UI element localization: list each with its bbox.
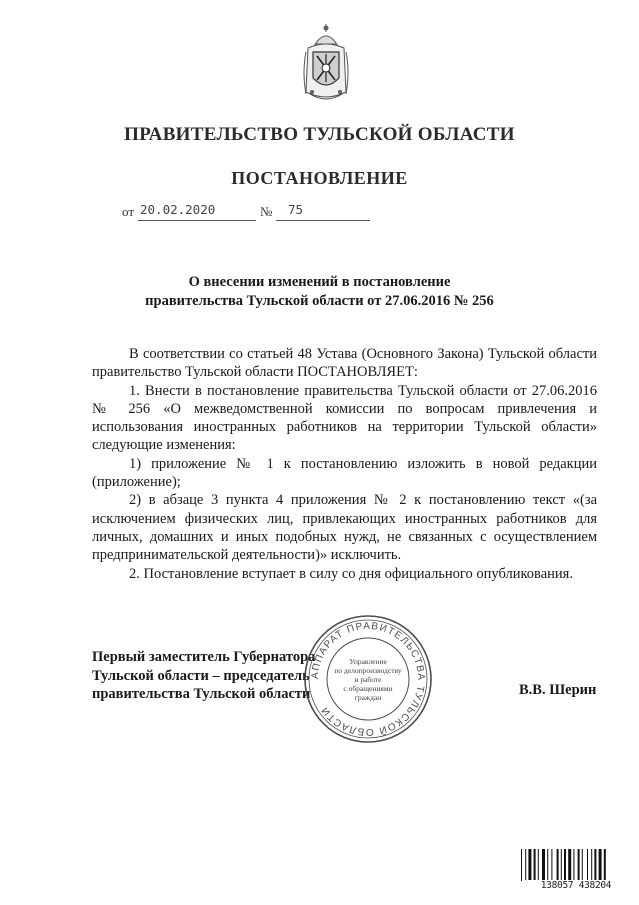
barcode-bar [547,849,548,881]
organization-title: ПРАВИТЕЛЬСТВО ТУЛЬСКОЙ ОБЛАСТИ [124,124,515,145]
barcode-bar [525,849,526,881]
from-label: от [122,204,135,219]
barcode-bar [542,849,545,881]
subject-line-2: правительства Тульской области от 27.06.2016 № 256 [145,293,494,309]
barcode-bar [599,849,602,881]
barcode-bar [591,849,592,881]
stamp-ring-text: АППАРАТ ПРАВИТЕЛЬСТВА ТУЛЬСКОЙ ОБЛАСТИ [309,620,427,738]
stamp-center-line-4: с обращениями [343,684,393,693]
barcode-bar [521,849,522,881]
body-paragraph-preamble: В соответствии со статьей 48 Устава (Основного Закона) Тульской области правительство Тульской области ПОСТАНОВЛЯЕТ: [92,346,597,381]
official-stamp [302,613,434,745]
signer-position-line-2: Тульской области – председатель [92,667,310,684]
barcode-bar [538,849,539,881]
document-type: ПОСТАНОВЛЕНИЕ [231,168,408,188]
signer-position [92,648,315,704]
number-label: № [260,204,273,219]
stamp-center-line-5: граждан [354,693,382,702]
stamp-center-line-1: Управление [349,657,387,666]
signer-position-line-3: правительства Тульской области [92,686,311,702]
body-paragraph-subitem-1: 1) приложение № 1 к постановлению изложить в новой редакции (приложение); [92,455,597,491]
barcode-bar [568,849,571,881]
body-paragraph-item-1: 1. Внести в постановление правительства Тульской области от 27.06.2016 № 256 «О межведомственной комиссии по вопросам привлечения и использования иностранных работников на территории Тульской области» следующие изменения: [92,382,597,454]
barcode-bar [551,849,552,881]
barcode-bar [594,849,596,881]
body-paragraph-subitem-2: 2) в абзаце 3 пункта 4 приложения № 2 к постановлению текст «(за исключением физических лиц, привлекающих иностранных работников для личных, домашних и иных подобных нужд, не связанных с осуществлением предпринимательской деятельности)» исключить. [92,492,597,564]
document-body [92,345,597,583]
body-paragraph-item-2: 2. Постановление вступает в силу со дня официального опубликования. [129,565,573,582]
stamp-center-line-3: и работе [354,675,382,684]
subject-line-1: О внесении изменений в постановление [188,274,451,290]
barcode-bar [534,849,536,881]
barcode-bar [587,849,588,881]
barcode-bar [573,849,574,881]
document-subject [0,273,639,311]
date-underline [138,220,256,221]
barcode-bar [578,849,580,881]
barcode-bar [557,849,559,881]
document-number: 75 [288,202,304,217]
number-underline [276,220,370,221]
signer-position-line-1: Первый заместитель Губернатора [92,649,316,665]
barcode-bar [561,849,562,881]
coat-of-arms-icon [300,22,352,104]
barcode-bar [528,849,531,881]
document-date: 20.02.2020 [140,202,216,217]
barcode-bar [604,849,606,881]
stamp-center-line-2: по делопроизводству [334,666,402,675]
barcode-bar [564,849,566,881]
barcode-bar [582,849,583,881]
barcode-number: 138057 438204 [522,880,630,891]
signer-name: В.В. Шерин [519,682,597,698]
